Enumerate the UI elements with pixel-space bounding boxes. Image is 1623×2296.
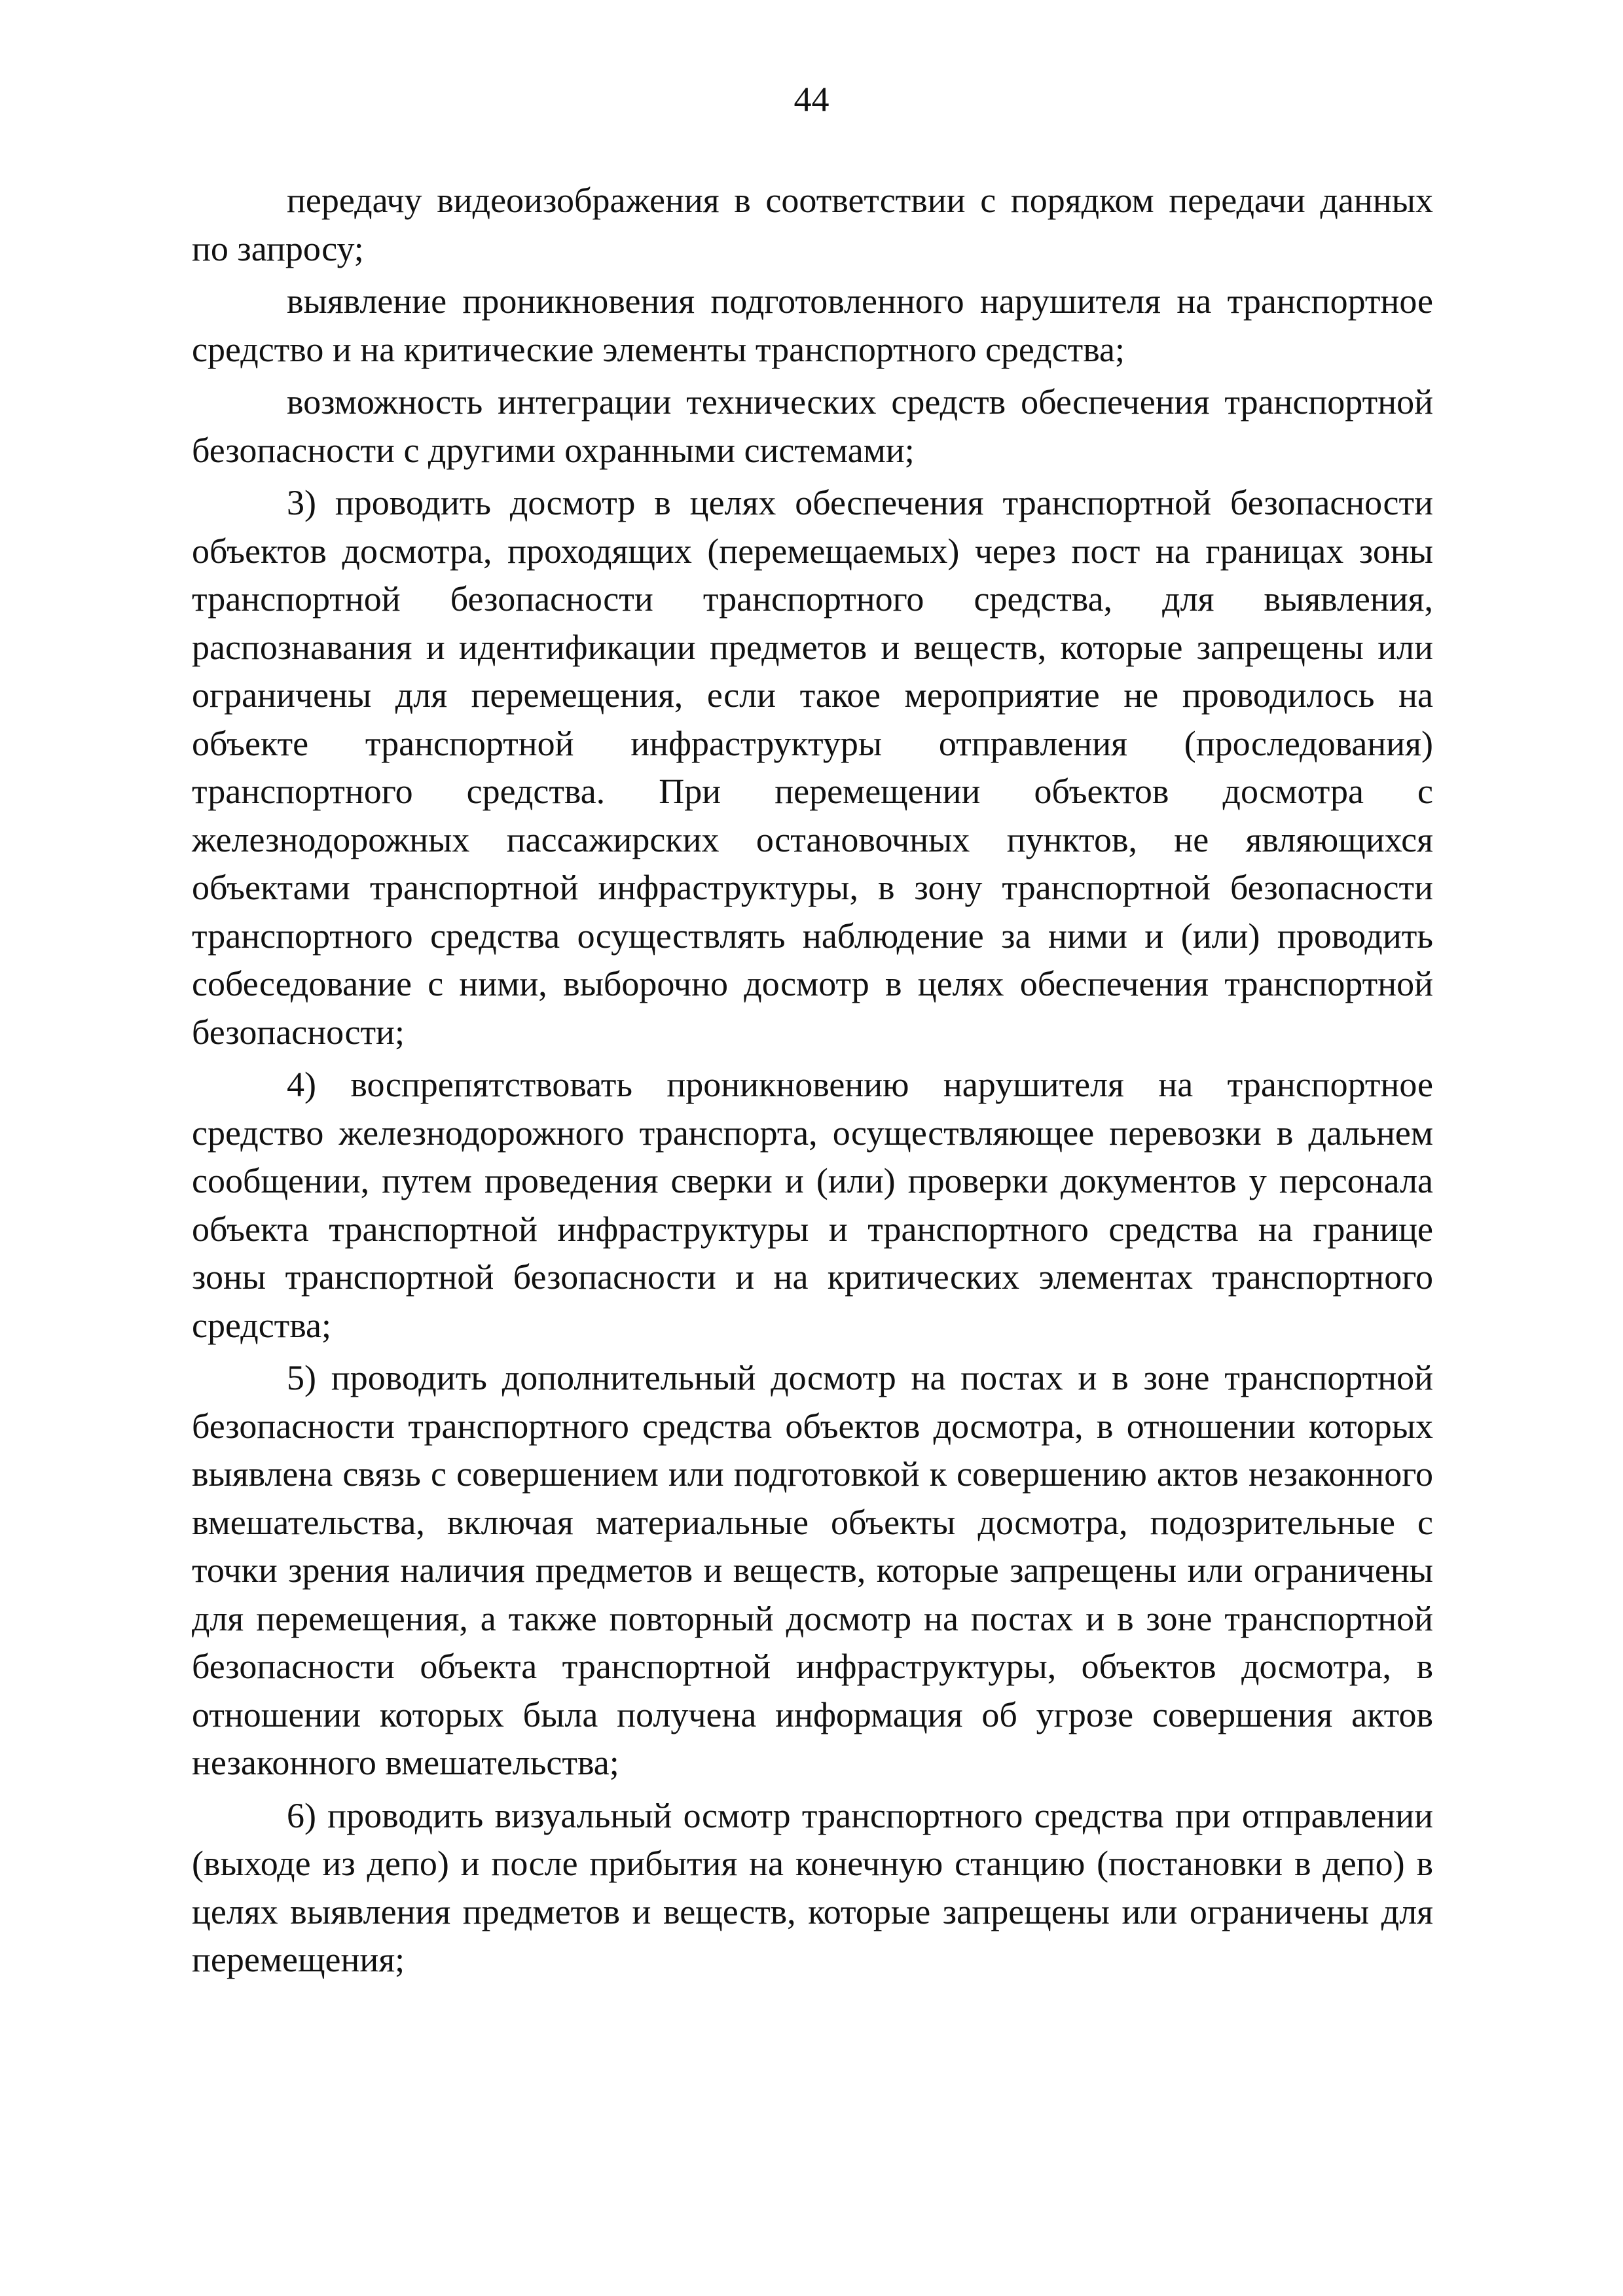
page-number: 44 xyxy=(793,80,830,119)
paragraph-item-3: 3) проводить досмотр в целях обеспечения транспортной безопасности объектов досмотра, проходящих (перемещаемых) через пост на границах зоны транспортной безопасности транспортного средства, для выявления, распознавания и идентификации предметов и веществ, которые запрещены или ограничены для перемещения, если такое мероприятие не проводилось на объекте транспортной инфраструктуры отправления (проследования) транспортного средства. При перемещении объектов досмотра с железнодорожных пассажирских остановочных пунктов, не являющихся объектами транспортной инфраструктуры, в зону транспортной безопасности транспортного средства осуществлять наблюдение за ними и (или) проводить собеседование с ними, выборочно досмотр в целях обеспечения транспортной безопасности; xyxy=(192,483,1433,1052)
paragraph-item-4: 4) воспрепятствовать проникновению нарушителя на транспортное средство железнодорожного транспорта, осуществляющее перевозки в дальнем сообщении, путем проведения сверки и (или) проверки документов у персонала объекта транспортной инфраструктуры и транспортного средства на границе зоны транспортной безопасности и на критических элементах транспортного средства; xyxy=(192,1065,1433,1345)
paragraph-item-5: 5) проводить дополнительный досмотр на постах и в зоне транспортной безопасности транспортного средства объектов досмотра, в отношении которых выявлена связь с совершением или подготовкой к совершению актов незаконного вмешательства, включая материальные объекты досмотра, подозрительные с точки зрения наличия предметов и веществ, которые запрещены или ограничены для перемещения, а также повторный досмотр на постах и в зоне транспортной безопасности объекта транспортной инфраструктуры, объектов досмотра, в отношении которых была получена информация об угрозе совершения актов незаконного вмешательства; xyxy=(192,1358,1433,1782)
paragraph-system-integration: возможность интеграции технических средств обеспечения транспортной безопасности с другими охранными системами; xyxy=(192,382,1433,470)
paragraph-item-6: 6) проводить визуальный осмотр транспортного средства при отправлении (выходе из депо) и после прибытия на конечную станцию (постановки в депо) в целях выявления предметов и веществ, которые запрещены или ограничены для перемещения; xyxy=(192,1795,1433,1979)
paragraph-video-transfer: передачу видеоизображения в соответствии с порядком передачи данных по запросу; xyxy=(192,181,1433,268)
document-body xyxy=(192,177,1433,1989)
paragraph-intruder-detection: выявление проникновения подготовленного нарушителя на транспортное средство и на критические элементы транспортного средства; xyxy=(192,281,1433,369)
